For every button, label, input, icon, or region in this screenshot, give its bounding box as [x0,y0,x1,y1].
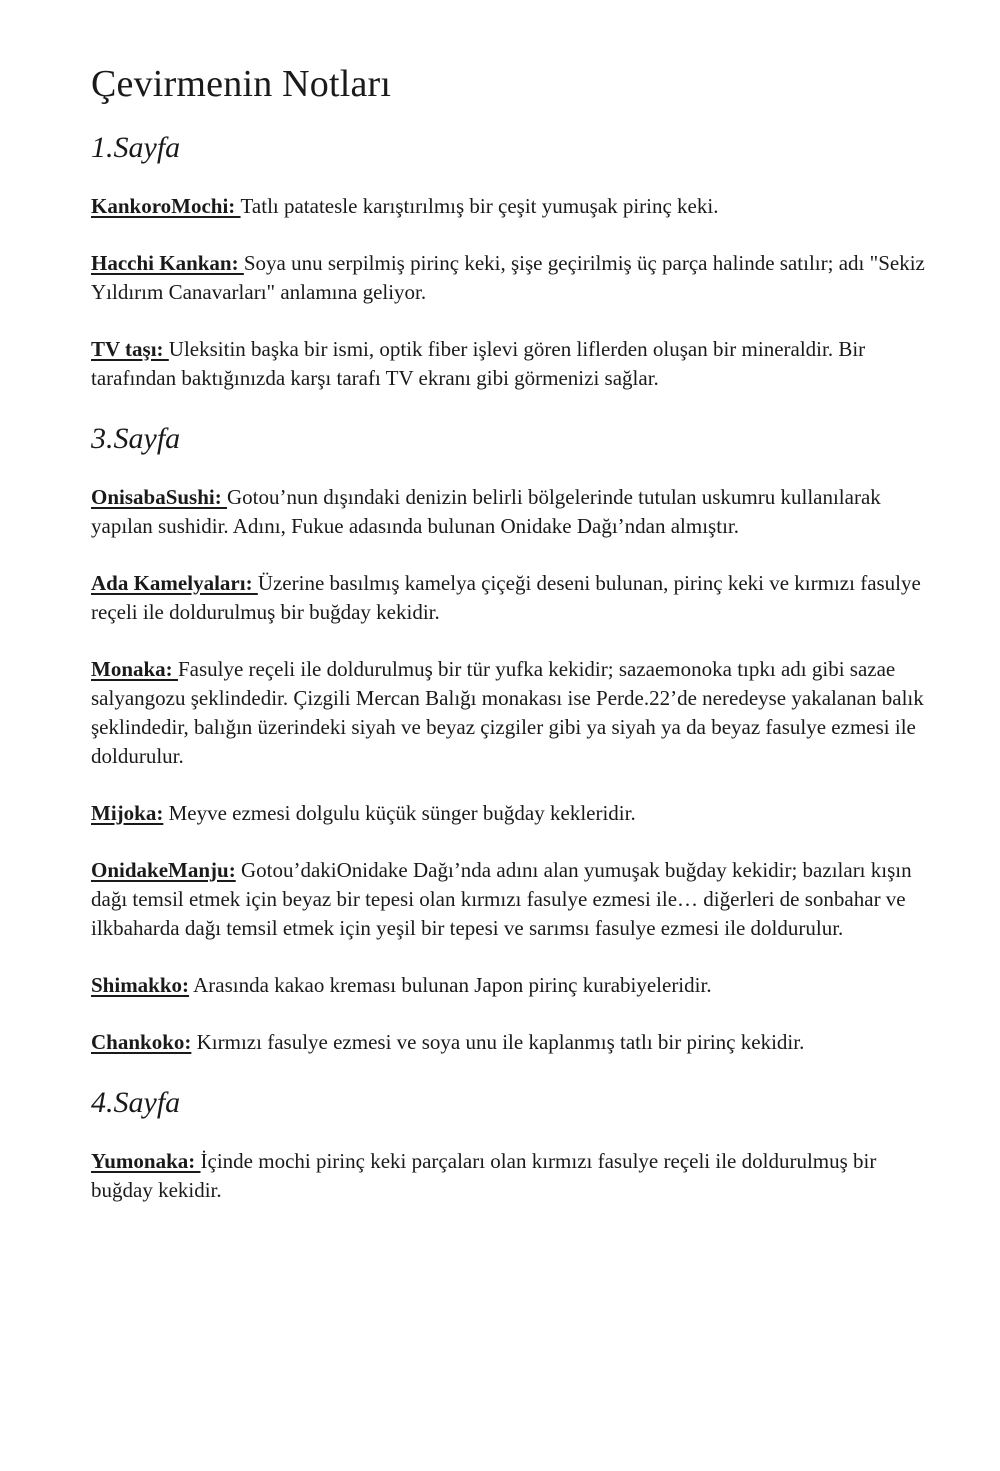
note-item [91,569,926,627]
note-term: Shimakko: [91,972,190,997]
note-term: Yumonaka: [91,1148,201,1173]
note-text: Gotou’dakiOnidake Dağı’nda adını alan yumuşak buğday kekidir; bazıları kışın dağı temsil etmek için beyaz bir tepesi olan kırmızı fasulye ezmesi ile… diğerleri de sonbahar ve ilkbaharda dağı temsil etmek için yeşil bir tepesi ve sarımsı fasulye ezmesi ile doldurulur. [91,857,912,940]
note-term: KankoroMochi: [91,193,241,218]
note-item [91,483,926,541]
note-term: Mijoka: [91,800,164,825]
section-heading: 1.Sayfa [91,130,181,164]
note-text: Gotou’nun dışındaki denizin belirli bölgelerinde tutulan uskumru kullanılarak yapılan sushidir. Adını, Fukue adasında bulunan Onidake Dağı’ndan almıştır. [91,484,881,538]
note-item [91,335,926,393]
note-item [91,1028,926,1057]
note-term: TV taşı: [91,336,169,361]
note-text: Arasında kakao kreması bulunan Japon pirinç kurabiyeleridir. [189,972,712,997]
section-heading: 4.Sayfa [91,1085,181,1119]
page-title: Çevirmenin Notları [91,63,392,105]
note-item [91,971,926,1000]
note-item [91,1147,926,1205]
translator-notes-page [91,62,926,1233]
note-term: Chankoko: [91,1029,192,1054]
note-term: Monaka: [91,656,178,681]
note-item [91,249,926,307]
note-text: Fasulye reçeli ile doldurulmuş bir tür yufka kekidir; sazaemonoka tıpkı adı gibi sazae salyangozu şeklindedir. Çizgili Mercan Balığı monakası ise Perde.22’de neredeyse yakalanan balık şeklindedir, balığın üzerindeki siyah ve beyaz çizgiler gibi ya siyah ya da beyaz fasulye ezmesi ile doldurulur. [91,656,924,768]
note-term: OnisabaSushi: [91,484,227,509]
section-heading: 3.Sayfa [91,421,181,455]
note-text: Kırmızı fasulye ezmesi ve soya unu ile kaplanmış tatlı bir pirinç kekidir. [191,1029,805,1054]
note-item [91,192,926,221]
note-text: Üzerine basılmış kamelya çiçeği deseni bulunan, pirinç keki ve kırmızı fasulye reçeli ile doldurulmuş bir buğday kekidir. [91,570,921,624]
section-page-3 [91,421,926,1057]
note-term: OnidakeManju: [91,857,236,882]
note-item [91,799,926,828]
note-text: Tatlı patatesle karıştırılmış bir çeşit yumuşak pirinç keki. [240,193,719,218]
note-text: İçinde mochi pirinç keki parçaları olan kırmızı fasulye reçeli ile doldurulmuş bir buğday kekidir. [91,1148,877,1202]
section-page-4 [91,1085,926,1205]
note-text: Soya unu serpilmiş pirinç keki, şişe geçirilmiş üç parça halinde satılır; adı "Sekiz Yıldırım Canavarları" anlamına geliyor. [91,250,925,304]
note-term: Hacchi Kankan: [91,250,244,275]
note-item [91,856,926,943]
section-page-1 [91,130,926,393]
note-item [91,655,926,771]
note-text: Uleksitin başka bir ismi, optik fiber işlevi gören liflerden oluşan bir mineraldir. Bir tarafından baktığınızda karşı tarafı TV ekranı gibi görmenizi sağlar. [91,336,866,390]
note-text: Meyve ezmesi dolgulu küçük sünger buğday kekleridir. [163,800,636,825]
note-term: Ada Kamelyaları: [91,570,258,595]
